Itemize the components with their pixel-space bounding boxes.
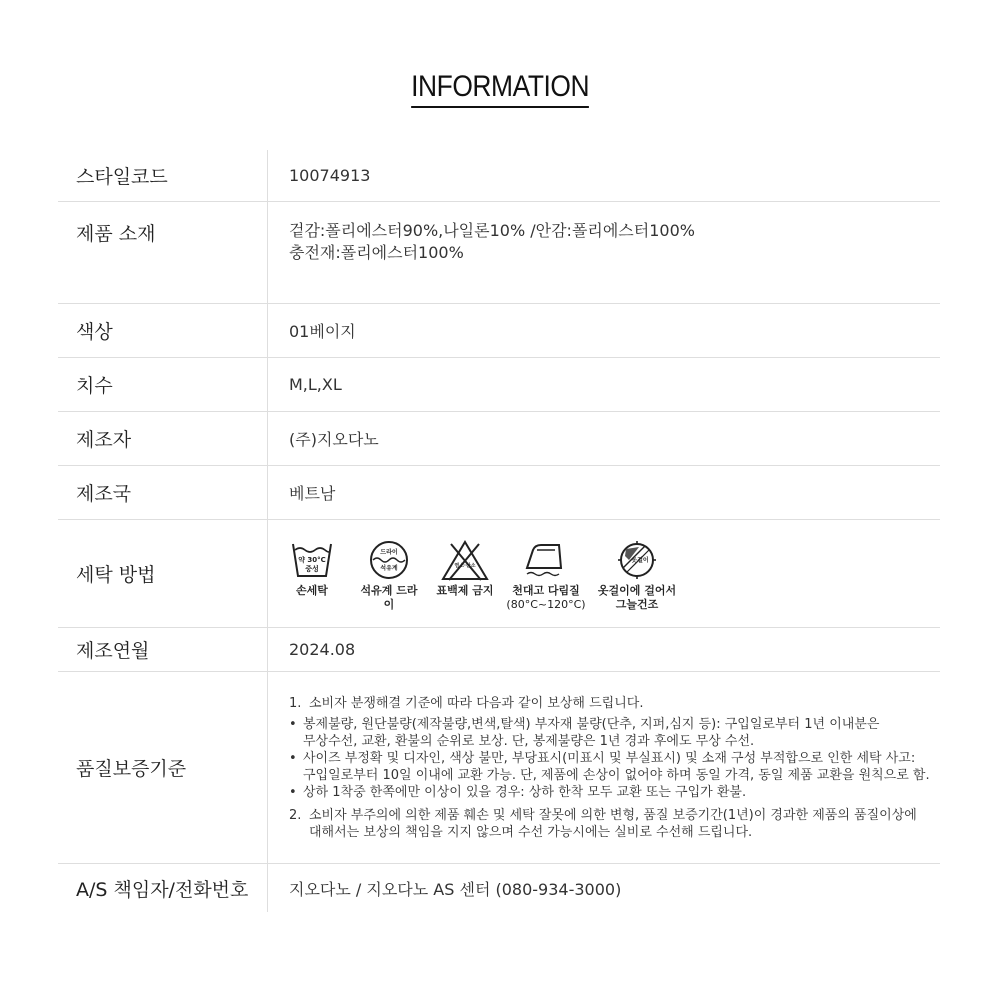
row-date bbox=[58, 628, 940, 672]
label-as: A/S 책임자/전화번호 bbox=[76, 878, 249, 901]
care-caption-shade-dry-2: 그늘건조 bbox=[615, 598, 659, 611]
care-caption-no-bleach: 표백제 금지 bbox=[436, 584, 494, 597]
warranty-bullet-2-text bbox=[303, 750, 930, 784]
page-title-wrap bbox=[0, 70, 1000, 108]
shade-dry-icon bbox=[615, 540, 659, 580]
label-warranty: 품질보증기준 bbox=[76, 758, 187, 780]
warranty-item-2-text bbox=[309, 807, 917, 841]
label-color: 색상 bbox=[76, 321, 113, 343]
hand-wash-icon bbox=[291, 540, 333, 580]
row-as bbox=[58, 864, 940, 912]
material-line-2: 충전재:폴리에스터100% bbox=[289, 243, 464, 262]
shade-dry-text: 옷걸이 bbox=[631, 557, 649, 564]
warranty-item-2 bbox=[289, 807, 940, 841]
info-table bbox=[58, 150, 940, 912]
care-caption-iron-temp: (80°C~120°C) bbox=[506, 598, 586, 611]
bullet-mark: • bbox=[289, 785, 297, 800]
value-date: 2024.08 bbox=[267, 628, 940, 671]
value-material bbox=[267, 202, 940, 303]
value-size: M,L,XL bbox=[267, 358, 940, 411]
warranty-bullet-2-line-1: 사이즈 부정확 및 디자인, 색상 불만, 부당표시(미표시 및 부실표시) 및 소재 구성 부적합으로 인한 세탁 사고: bbox=[303, 751, 916, 766]
label-maker: 제조자 bbox=[76, 429, 132, 451]
page-title: INFORMATION bbox=[411, 70, 589, 108]
warranty-bullet-1 bbox=[289, 716, 940, 750]
row-maker bbox=[58, 412, 940, 466]
bullet-mark: • bbox=[289, 717, 297, 732]
care-shade-dry bbox=[596, 540, 678, 612]
warranty-bullet-1-text bbox=[303, 716, 879, 750]
care-no-bleach bbox=[436, 540, 494, 598]
label-style-code: 스타일코드 bbox=[76, 166, 168, 188]
iron-icon bbox=[519, 540, 573, 580]
care-icon-list bbox=[289, 540, 940, 612]
care-caption-iron: 천대고 다림질 bbox=[512, 584, 580, 597]
value-style-code: 10074913 bbox=[267, 150, 940, 201]
value-color: 01베이지 bbox=[267, 304, 940, 357]
warranty-num-2: 2. bbox=[289, 808, 302, 823]
warranty-bullet-1-line-2: 무상수선, 교환, 환불의 순위로 보상. 단, 봉제불량은 1년 경과 후에도 무상 수선. bbox=[303, 734, 755, 749]
care-hand-wash bbox=[289, 540, 335, 598]
label-country: 제조국 bbox=[76, 483, 132, 505]
warranty-bullet-1-line-1: 봉제불량, 원단불량(제작불량,변색,탈색) 부자재 불량(단추, 지퍼,심지 등): 구입일로부터 1년 이내분은 bbox=[303, 717, 880, 732]
no-bleach-text: 염소·산소 bbox=[454, 563, 476, 569]
hand-wash-temp: 약 30°C bbox=[298, 556, 326, 564]
care-caption-hand-wash: 손세탁 bbox=[296, 584, 328, 597]
row-warranty bbox=[58, 672, 940, 864]
row-size bbox=[58, 358, 940, 412]
dry-clean-petro: 석유계 bbox=[380, 565, 398, 572]
row-country bbox=[58, 466, 940, 520]
warranty-item-1 bbox=[289, 695, 940, 712]
care-dry-clean bbox=[356, 540, 422, 612]
warranty-item-2-line-1: 소비자 부주의에 의한 제품 훼손 및 세탁 잘못에 의한 변형, 품질 보증기간(1년)이 경과한 제품의 품질이상에 bbox=[309, 808, 917, 823]
label-material: 제품 소재 bbox=[76, 223, 156, 245]
label-care: 세탁 방법 bbox=[76, 564, 156, 586]
warranty-bullet-3-text: 상하 1착중 한쪽에만 이상이 있을 경우: 상하 한착 모두 교환 또는 구입가 환불. bbox=[303, 785, 747, 800]
care-caption-shade-dry: 옷걸이에 걸어서 bbox=[597, 584, 677, 597]
row-care bbox=[58, 520, 940, 628]
material-line-1: 겉감:폴리에스터90%,나일론10% /안감:폴리에스터100% bbox=[289, 221, 695, 240]
row-material bbox=[58, 202, 940, 304]
warranty-bullet-2-line-2: 구입일로부터 10일 이내에 교환 가능. 단, 제품에 손상이 없어야 하며 동일 가격, 동일 제품 교환을 원칙으로 함. bbox=[303, 768, 930, 783]
warranty-num-1: 1. bbox=[289, 696, 302, 711]
warranty-item-2-line-2: 대해서는 보상의 책임을 지지 않으며 수선 가능시에는 실비로 수선해 드립니다. bbox=[309, 825, 753, 840]
care-caption-dry-clean: 석유계 드라이 bbox=[360, 584, 418, 611]
warranty-bullet-3 bbox=[289, 784, 940, 801]
no-bleach-icon bbox=[441, 540, 489, 582]
bullet-mark: • bbox=[289, 751, 297, 766]
care-iron bbox=[506, 540, 586, 612]
row-color bbox=[58, 304, 940, 358]
label-size: 치수 bbox=[76, 375, 113, 397]
value-warranty bbox=[267, 672, 940, 863]
row-style-code bbox=[58, 150, 940, 202]
value-maker: (주)지오다노 bbox=[267, 412, 940, 465]
warranty-text-1: 소비자 분쟁해결 기준에 따라 다음과 같이 보상해 드립니다. bbox=[309, 696, 644, 711]
value-as: 지오다노 / 지오다노 AS 센터 (080-934-3000) bbox=[267, 864, 940, 912]
dry-clean-icon bbox=[368, 540, 410, 580]
value-care bbox=[267, 520, 940, 627]
dry-clean-text: 드라이 bbox=[380, 549, 398, 556]
label-date: 제조연월 bbox=[76, 640, 150, 662]
value-country: 베트남 bbox=[267, 466, 940, 519]
warranty-bullet-2 bbox=[289, 750, 940, 784]
hand-wash-neutral: 중성 bbox=[305, 565, 319, 573]
